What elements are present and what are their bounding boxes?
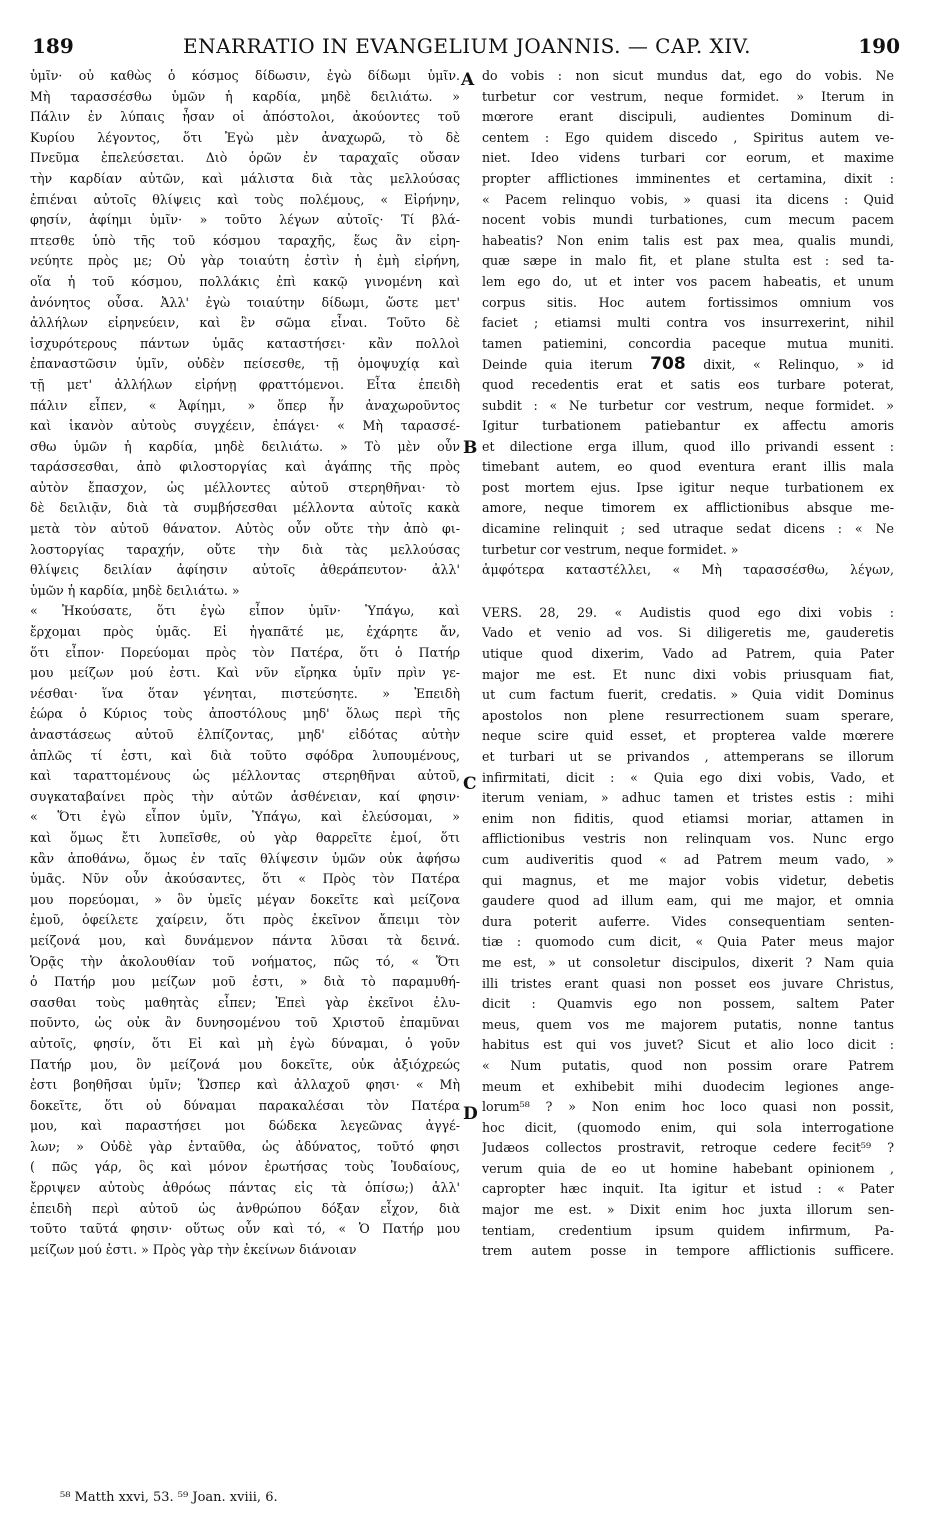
greek-text-line: οἵα ἡ τοῦ κόσμου, πολλάκις ἐπὶ κακῷ γινομένη καὶ [30, 273, 460, 289]
latin-text-line: neque scire quid esset, et propterea valde mœrere [482, 728, 894, 744]
latin-text-line: « Num putatis, quod non possim orare Patrem [482, 1057, 894, 1073]
greek-text-line: « Ὅτι ἐγὼ εἶπον ὑμῖν, Ὑπάγω, καὶ ἐλεύσομαι, » [30, 809, 460, 825]
greek-text-line: ἀνόνητος οὖσα. Ἀλλ' ἐγὼ τοιαύτην δίδωμι, ὥστε μετ' [30, 294, 460, 310]
latin-text-line: subdit : « Ne turbetur cor vestrum, neque formidet. » [482, 397, 894, 413]
greek-text-line: « Ἠκούσατε, ὅτι ἐγὼ εἶπον ὑμῖν· Ὑπάγω, καὶ [30, 603, 460, 619]
latin-text-line: capropter hæc inquit. Ita igitur et istud : « Pater [482, 1181, 894, 1197]
greek-text-line: δὲ δειλιᾷν, διὰ τὰ συμβήσεσθαι μέλλοντα αὐτοῖς κακὰ [30, 500, 460, 516]
greek-text-line: δοκεῖτε, ὅτι οὐ δύναμαι παρακαλέσαι τὸν Πατέρα [30, 1097, 460, 1113]
latin-text-line: tamen patiemini, concordia paceque mutua muniti. [482, 335, 894, 351]
greek-text-line: ὑμῶν ἡ καρδία, μηδὲ δειλιάτω. » [30, 582, 240, 598]
greek-text-line: νεύητε πρὸς με; Οὐ γὰρ τοιαύτη ἐστὶν ἡ ἐμὴ εἰρήνη, [30, 253, 460, 269]
greek-text-line: κἂν ἀποθάνω, ὅμως ἐν ταῖς θλίψεσιν ὑμῶν οὐκ ἀφήσω [30, 850, 460, 866]
greek-text-line: ( πῶς γάρ, ὃς καὶ μόνον ἐρωτήσας τοὺς Ἰουδαίους, [30, 1159, 460, 1175]
latin-text-line: niet. Ideo videns turbari cor eorum, et maxime [482, 150, 894, 166]
greek-text-line: ἀλλήλων εἰρηνεύειν, καὶ ἓν σῶμα εἶναι. Τοῦτο δὲ [30, 315, 460, 331]
latin-text-line: tentiam, credentium ipsum quidem infirmum, Pa- [482, 1222, 894, 1238]
latin-text-line: Vado et venio ad vos. Si diligeretis me, gauderetis [482, 625, 894, 641]
latin-text-line: lem ego do, ut et inter vos pacem habeatis, et unum [482, 273, 894, 289]
latin-text-line: mœrore erant discipuli, audientes Dominum di- [482, 109, 894, 125]
greek-text-line: μετὰ τὸν αὐτοῦ θάνατον. Αὐτὸς οὖν οὔτε τὴν ἀπὸ φι- [30, 521, 460, 537]
latin-text-line: turbetur cor vestrum, neque formidet. » Iterum in [482, 88, 894, 104]
greek-text-line: ἀναστάσεως αὐτοῦ ἐλπίζοντας, μηδ' εἰδότας αὐτὴν [30, 727, 460, 742]
latin-text-line: habitus est qui vos juvet? Sicut et alio loco dicit : [482, 1037, 894, 1053]
greek-text-line: Ὁρᾷς τὴν ἀκολουθίαν τοῦ νοήματος, πῶς τό, « Ὅτι [30, 953, 460, 969]
latin-text-line: lorum⁵⁸ ? » Non enim hoc loco quasi non possit, [482, 1099, 894, 1115]
footnotes: ⁵⁸ Matth xxvi, 53. ⁵⁹ Joan. xviii, 6. [60, 1490, 278, 1505]
margin-marker-d: D [463, 1104, 478, 1124]
greek-text-line: Μὴ ταρασσέσθω ὑμῶν ἡ καρδία, μηδὲ δειλιάτω. » [30, 88, 460, 104]
greek-text-line: μείζονά μου, καὶ δυνάμενον πάντα λῦσαι τὰ δεινά. [30, 932, 460, 948]
latin-text-line: quæ sæpe in malo fit, et plane stulta est : sed ta- [482, 253, 894, 269]
latin-text-line: illi tristes erant quasi non posset eos juvare Christus, [482, 975, 894, 991]
latin-text-line: VERS. 28, 29. « Audistis quod ego dixi vobis : [482, 604, 894, 620]
greek-text-line: μου πορεύομαι, » ὃν ὑμεῖς μέγαν δοκεῖτε καὶ μείζονα [30, 891, 460, 907]
running-header [30, 34, 904, 64]
column-number-708: 708 [650, 354, 686, 375]
running-title: ENARRATIO IN EVANGELIUM JOANNIS. — CAP. XIV. [183, 34, 751, 58]
margin-marker-c: C [463, 774, 477, 794]
latin-text-line: ἀμφότερα καταστέλλει, « Μὴ ταρασσέσθω, λέγων, [482, 562, 894, 578]
latin-text-line: corpus sitis. Hoc autem fortissimos omnium vos [482, 294, 894, 310]
latin-text-line: verum quia de eo ut homine habebant opinionem , [482, 1160, 894, 1176]
greek-text-line: ὅτι εἶπον· Πορεύομαι πρὸς τὸν Πατέρα, ὅτι ὁ Πατήρ [30, 644, 460, 660]
greek-text-line: φησίν, ἀφίημι ὑμῖν· » τοῦτο λέγων αὐτοῖς· Τί βλά- [30, 212, 460, 228]
latin-text-line: trem autem posse in tempore afflictionis sufficere. [482, 1243, 894, 1259]
latin-text-line: centem : Ego quidem discedo , Spiritus autem ve- [482, 129, 894, 145]
greek-text-line: ἐπαναστῶσιν ὑμῖν, οὐδὲν πείσεσθε, τῇ ὁμοψυχίᾳ καὶ [30, 356, 460, 372]
latin-text-line: tiæ : quomodo cum dicit, « Quia Pater meus major [482, 934, 894, 950]
greek-text-line: καὶ ταραττομένους ὡς μέλλοντας στερηθῆναι αὐτοῦ, [30, 768, 460, 784]
latin-text-line: apostolos non plene resurrectionem suam sperare, [482, 707, 894, 723]
latin-text-line: me est, » ut consoletur discipulos, dixerit ? Nam quia [482, 954, 894, 970]
greek-text-line: Πατήρ μου, ὃν μείζονά μου δοκεῖτε, οὐκ ἀξιόχρεώς [30, 1056, 460, 1072]
latin-text-line: dicit : Quamvis ego non possem, saltem Pater [482, 996, 894, 1012]
greek-text-line: καὶ ὅμως ἔτι λυπεῖσθε, οὐ γὰρ θαρρεῖτε ἐμοί, ὅτι [30, 829, 460, 845]
latin-text-line: meus, quem vos me majorem putatis, nonne tantus [482, 1016, 894, 1032]
latin-text-line: infirmitati, dicit : « Quia ego dixi vobis, Vado, et [482, 769, 894, 785]
greek-column [30, 66, 460, 1260]
latin-text-line: hoc dicit, (quomodo enim, qui sola interrogatione [482, 1119, 894, 1135]
greek-text-line: αὐτὸν ἔπασχον, ὡς μέλλοντες αὐτοῦ στερηθῆναι· τὸ [30, 479, 460, 495]
latin-708-before: Deinde quia iterum [482, 357, 633, 373]
greek-text-line: μου, καὶ παραστήσει μοι δώδεκα λεγεῶνας ἀγγέ- [30, 1118, 460, 1134]
latin-708-after: dixit, « Relinquo, » id [703, 357, 894, 373]
greek-text-line: ὑμᾶς. Νῦν οὖν ἀκούσαντες, ὅτι « Πρὸς τὸν Πατέρα [30, 871, 460, 887]
greek-text-line: ὑμῖν· οὐ καθὼς ὁ κόσμος δίδωσιν, ἐγὼ δίδωμι ὑμῖν. [30, 68, 460, 83]
greek-text-line: τὴν καρδίαν αὐτῶν, καὶ μάλιστα διὰ τὰς μελλούσας [30, 170, 460, 186]
latin-text-line: quod recedentis erat et satis eos turbare poterat, [482, 376, 894, 392]
greek-text-line: ἁπλῶς τί ἐστι, καὶ διὰ τοῦτο σφόδρα λυπουμένους, [30, 747, 460, 763]
latin-text-line: faciet ; etiamsi multi contra vos insurrexerint, nihil [482, 315, 894, 331]
latin-text-line: cum audiveritis quod « ad Patrem meum vado, » [482, 851, 894, 867]
greek-text-line: ἑώρα ὁ Κύριος τοὺς ἀποστόλους μηδ' ὅλως περὶ τῆς [30, 706, 460, 722]
greek-text-line: Κυρίου λέγοντος, ὅτι Ἐγὼ μὲν ἀναχωρῶ, τὸ δὲ [30, 129, 460, 145]
greek-text-line: νέσθαι· ἵνα ὅταν γένηται, πιστεύσητε. » Ἐπειδὴ [30, 685, 460, 701]
greek-text-line: τοῦτο ταῦτά φησιν· οὕτως οὖν καὶ τό, « Ὁ Πατήρ μου [30, 1221, 460, 1237]
latin-text-line: ut cum factum fuerit, credatis. » Quia vidit Dominus [482, 687, 894, 703]
page-number-right: 190 [858, 34, 900, 58]
latin-text-line: qui magnus, et me major vobis videtur, debetis [482, 872, 894, 888]
latin-text-line: gaudere quod ad illum eam, qui me major, et omnia [482, 893, 894, 909]
greek-text-line: Πνεῦμα ἐπελεύσεται. Διὸ ὁρῶν ἐν ταραχαῖς οὔσαν [30, 150, 460, 166]
latin-text-line: Igitur turbationem patiebantur ex affectu amoris [482, 418, 894, 434]
greek-text-line: σθω ὑμῶν ἡ καρδία, μηδὲ δειλιάτω. » Τὸ μὲν οὖν [30, 438, 460, 454]
latin-text-line: dicamine relinquit ; sed utraque sedat dicens : « Ne [482, 521, 894, 537]
latin-text-line: turbetur cor vestrum, neque formidet. » [482, 541, 739, 557]
greek-text-line: λων; » Οὐδὲ γὰρ ἐνταῦθα, ὡς ἀδύνατος, τοῦτό φησι [30, 1138, 460, 1154]
greek-text-line: σασθαι τοὺς μαθητὰς εἶπεν; Ἐπεὶ γὰρ ἐκεῖνοι ἐλυ- [30, 994, 460, 1010]
latin-text-line: timebant autem, eo quod eventura erant illis mala [482, 459, 894, 475]
latin-text-line: nocent vobis mundi turbationes, cum mecum pacem [482, 212, 894, 228]
greek-text-line: αὐτοῖς, φησίν, ὅτι Εἰ καὶ μὴ ἐγὼ δύναμαι, ὁ γοῦν [30, 1035, 460, 1051]
latin-text-line: meum et exhibebit mihi duodecim legiones ange- [482, 1078, 894, 1094]
latin-text-line: utique quod dixerim, Vado ad Patrem, quia Pater [482, 646, 894, 662]
latin-text-line: Judæos collectos prostravit, retroque cedere fecit⁵⁹ ? [482, 1140, 894, 1156]
latin-text-line: do vobis : non sicut mundus dat, ego do vobis. Ne [482, 68, 894, 83]
latin-text-line: major me est. » Dixit enim hoc juxta illorum sen- [482, 1202, 894, 1218]
greek-text-line: ἐστι βοηθῆσαι ὑμῖν; Ὥσπερ καὶ ἀλλαχοῦ φησι· « Μὴ [30, 1077, 460, 1093]
greek-text-line: λοστοργίας ταραχήν, οὔτε τὴν διὰ τὰς μελλούσας [30, 541, 460, 557]
greek-text-line: μου μείζων μού ἐστι. Καὶ νῦν εἴρηκα ὑμῖν πρὶν γε- [30, 665, 460, 681]
latin-text-line: propter afflictiones imminentes et certamina, dixit : [482, 170, 894, 186]
greek-text-line: καὶ ἱκανὸν αὐτοὺς συγχέειν, ἐπάγει· « Μὴ ταρασσέ- [30, 418, 460, 434]
latin-text-line: et turbari ut se privandos , attemperans se illorum [482, 749, 894, 764]
latin-text-line: et dilectione erga illum, quod illo privandi essent : [482, 438, 894, 454]
greek-text-line: ταράσσεσθαι, ἀπὸ φιλοστοργίας καὶ ἀγάπης τῆς πρὸς [30, 459, 460, 475]
latin-text-line: iterum veniam, » adhuc tamen et tristes estis : mihi [482, 790, 894, 806]
margin-marker-a: A [461, 70, 475, 90]
latin-text-line: post mortem ejus. Ipse igitur neque turbationem ex [482, 479, 894, 495]
greek-text-line: ἔρχομαι πρὸς ὑμᾶς. Εἰ ἠγαπᾶτέ με, ἐχάρητε ἄν, [30, 624, 460, 640]
latin-text-line: enim non fiditis, quod etiamsi moriar, attamen in [482, 810, 894, 826]
greek-text-line: τῇ μετ' ἀλλήλων εἰρήνῃ φραττόμενοι. Εἶτα ἐπειδὴ [30, 376, 460, 392]
greek-text-line: Πάλιν ἐν λύπαις ἦσαν οἱ ἀπόστολοι, ἀκούοντες τοῦ [30, 109, 460, 125]
latin-text-line: afflictionibus vestris non relinquam vos. Nunc ergo [482, 831, 894, 847]
greek-text-line: ἔρριψεν αὐτοὺς ἀθρόως πάντας εἰς τὰ ὀπίσω;) ἀλλ' [30, 1180, 460, 1196]
latin-text-line: habeatis? Non enim talis est pax mea, qualis mundi, [482, 232, 894, 248]
latin-text-line: dura poterit auferre. Vides consequentiam senten- [482, 913, 894, 929]
latin-line-708 [482, 354, 894, 375]
latin-text-line: « Pacem relinquo vobis, » quasi ita dicens : Quid [482, 191, 894, 207]
greek-text-line: ἐπειδὴ περὶ αὐτοῦ ὡς ἀνθρώπου δόξαν εἶχον, διὰ [30, 1200, 460, 1216]
latin-column [482, 66, 894, 1262]
greek-text-line: συγκαταβαίνει πρὸς τὴν αὐτῶν ἀσθένειαν, καί φησιν· [30, 788, 460, 804]
greek-text-line: ἐμοῦ, ὀφείλετε χαίρειν, ὅτι πρὸς ἐκεῖνον ἄπειμι τὸν [30, 912, 460, 928]
greek-text-line: πάλιν εἶπεν, « Ἀφίημι, » ὅπερ ἦν ἀναχωροῦντος [30, 397, 460, 413]
greek-text-line: ὁ Πατήρ μου μείζων μοῦ ἐστι, » διὰ τὸ παραμυθή- [30, 974, 460, 990]
greek-text-line: θλίψεις δειλίαν ἀφίησιν αὐτοῖς ἀθεράπευτον· ἀλλ' [30, 562, 460, 578]
greek-text-line: πτεσθε ὑπὸ τῆς τοῦ κόσμου ταραχῆς, ἕως ἂν εἰρη- [30, 232, 460, 248]
margin-marker-b: B [463, 438, 478, 458]
greek-text-line: ἰσχυρότερους πάντων ὑμᾶς καταστήσει· κἂν πολλοὶ [30, 335, 460, 351]
page-number-left: 189 [32, 34, 74, 58]
latin-text-line: major me est. Et nunc dixi vobis priusquam fiat, [482, 666, 894, 682]
latin-text-line: amore, neque timorem ex afflictionibus absque me- [482, 500, 894, 516]
greek-text-line: ἐπιέναι αὐτοῖς θλίψεις καὶ τοὺς πολέμους, « Εἰρήνην, [30, 191, 460, 207]
greek-text-line: ποῦντο, ὡς οὐκ ἂν δυνησομένου τοῦ Χριστοῦ ἐπαμῦναι [30, 1015, 460, 1031]
greek-text-line: μείζων μού ἐστι. » Πρὸς γὰρ τὴν ἐκείνων διάνοιαν [30, 1241, 357, 1257]
